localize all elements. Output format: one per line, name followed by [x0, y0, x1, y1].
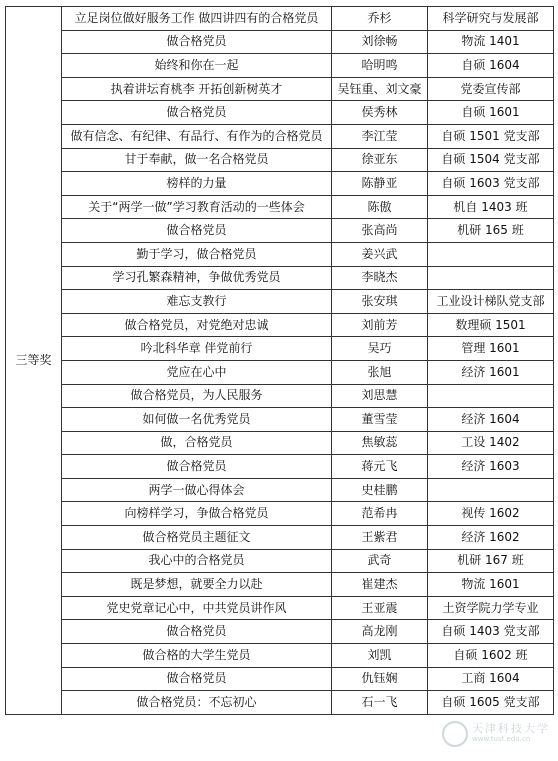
essay-title-cell: 做合格党员，为人民服务	[62, 384, 332, 408]
author-name-cell: 张高尚	[332, 219, 428, 243]
author-name-cell: 石一飞	[332, 691, 428, 715]
author-name-cell: 范希冉	[332, 502, 428, 526]
department-cell: 管理 1601	[428, 337, 554, 361]
table-row	[6, 337, 554, 361]
author-name-cell: 张安琪	[332, 290, 428, 314]
author-name-cell: 李晓杰	[332, 266, 428, 290]
author-name-cell: 董雪莹	[332, 408, 428, 432]
table-row	[6, 502, 554, 526]
department-cell: 视传 1602	[428, 502, 554, 526]
department-cell: 科学研究与发展部	[428, 7, 554, 31]
essay-title-cell: 难忘支教行	[62, 290, 332, 314]
department-cell: 经济 1601	[428, 360, 554, 384]
essay-title-cell: 执着讲坛育桃李 开拓创新树英才	[62, 77, 332, 101]
table-row	[6, 54, 554, 78]
table-row	[6, 360, 554, 384]
table-row	[6, 290, 554, 314]
essay-title-cell: 做合格党员	[62, 620, 332, 644]
table-row	[6, 526, 554, 550]
department-cell: 自硕 1602 班	[428, 644, 554, 668]
table-row	[6, 478, 554, 502]
author-name-cell: 徐亚东	[332, 148, 428, 172]
essay-title-cell: 学习孔繁森精神，争做优秀党员	[62, 266, 332, 290]
essay-title-cell: 做合格党员，对党绝对忠诚	[62, 313, 332, 337]
table-row	[6, 313, 554, 337]
table-row	[6, 384, 554, 408]
department-cell: 自硕 1603 党支部	[428, 172, 554, 196]
department-cell: 机自 1403 班	[428, 195, 554, 219]
award-table	[5, 6, 554, 715]
department-cell: 经济 1602	[428, 526, 554, 550]
author-name-cell: 姜兴武	[332, 242, 428, 266]
table-row	[6, 148, 554, 172]
department-cell	[428, 478, 554, 502]
essay-title-cell: 始终和你在一起	[62, 54, 332, 78]
author-name-cell: 陈静亚	[332, 172, 428, 196]
watermark-seal-icon	[442, 721, 468, 747]
essay-title-cell: 如何做一名优秀党员	[62, 408, 332, 432]
author-name-cell: 武奇	[332, 549, 428, 573]
essay-title-cell: 勤于学习，做合格党员	[62, 242, 332, 266]
essay-title-cell: 榜样的力量	[62, 172, 332, 196]
department-cell: 自硕 1403 党支部	[428, 620, 554, 644]
department-cell: 经济 1603	[428, 455, 554, 479]
essay-title-cell: 党应在心中	[62, 360, 332, 384]
table-row	[6, 172, 554, 196]
essay-title-cell: 做，合格党员	[62, 431, 332, 455]
essay-title-cell: 关于“两学一做”学习教育活动的一些体会	[62, 195, 332, 219]
department-cell: 自硕 1501 党支部	[428, 124, 554, 148]
table-row	[6, 596, 554, 620]
essay-title-cell: 做合格的大学生党员	[62, 644, 332, 668]
department-cell	[428, 266, 554, 290]
department-cell: 数理硕 1501	[428, 313, 554, 337]
department-cell: 党委宣传部	[428, 77, 554, 101]
department-cell: 经济 1604	[428, 408, 554, 432]
author-name-cell: 吴钰重、刘文豪	[332, 77, 428, 101]
table-row	[6, 573, 554, 597]
author-name-cell: 史桂鹏	[332, 478, 428, 502]
author-name-cell: 刘思慧	[332, 384, 428, 408]
table-row	[6, 431, 554, 455]
table-row	[6, 266, 554, 290]
essay-title-cell: 党史党章记心中，中共党员讲作风	[62, 596, 332, 620]
watermark-text: 天津科技大学	[472, 722, 550, 735]
author-name-cell: 哈明鸣	[332, 54, 428, 78]
author-name-cell: 仇钰娴	[332, 667, 428, 691]
department-cell: 自硕 1605 党支部	[428, 691, 554, 715]
essay-title-cell: 做合格党员	[62, 101, 332, 125]
essay-title-cell: 做合格党员	[62, 455, 332, 479]
essay-title-cell: 做合格党员	[62, 667, 332, 691]
author-name-cell: 崔建杰	[332, 573, 428, 597]
essay-title-cell: 做合格党员：不忘初心	[62, 691, 332, 715]
table-row	[6, 408, 554, 432]
essay-title-cell: 既是梦想，就要全力以赴	[62, 573, 332, 597]
department-cell: 自硕 1504 党支部	[428, 148, 554, 172]
department-cell: 工商 1604	[428, 667, 554, 691]
department-cell: 物流 1601	[428, 573, 554, 597]
table-row	[6, 101, 554, 125]
department-cell	[428, 384, 554, 408]
department-cell: 物流 1401	[428, 30, 554, 54]
table-row	[6, 691, 554, 715]
department-cell: 工设 1402	[428, 431, 554, 455]
essay-title-cell: 吟北科华章 伴党前行	[62, 337, 332, 361]
author-name-cell: 吴巧	[332, 337, 428, 361]
essay-title-cell: 做合格党员主题征文	[62, 526, 332, 550]
department-cell: 土资学院力学专业	[428, 596, 554, 620]
table-row	[6, 549, 554, 573]
essay-title-cell: 立足岗位做好服务工作 做四讲四有的合格党员	[62, 7, 332, 31]
author-name-cell: 刘前芳	[332, 313, 428, 337]
author-name-cell: 刘徐畅	[332, 30, 428, 54]
award-table-body	[6, 7, 554, 715]
author-name-cell: 王亚震	[332, 596, 428, 620]
table-row	[6, 667, 554, 691]
department-cell	[428, 242, 554, 266]
author-name-cell: 蒋元飞	[332, 455, 428, 479]
table-row	[6, 7, 554, 31]
table-row	[6, 455, 554, 479]
author-name-cell: 王紫君	[332, 526, 428, 550]
department-cell: 机研 165 班	[428, 219, 554, 243]
essay-title-cell: 向榜样学习，争做合格党员	[62, 502, 332, 526]
table-row	[6, 219, 554, 243]
table-row	[6, 77, 554, 101]
essay-title-cell: 甘于奉献，做一名合格党员	[62, 148, 332, 172]
table-row	[6, 195, 554, 219]
essay-title-cell: 做合格党员	[62, 219, 332, 243]
table-row	[6, 242, 554, 266]
author-name-cell: 李江莹	[332, 124, 428, 148]
author-name-cell: 焦敏蕊	[332, 431, 428, 455]
department-cell: 自硕 1604	[428, 54, 554, 78]
watermark-url: www.tust.edu.cn	[472, 735, 531, 743]
essay-title-cell: 我心中的合格党员	[62, 549, 332, 573]
essay-title-cell: 做合格党员	[62, 30, 332, 54]
essay-title-cell: 两学一做心得体会	[62, 478, 332, 502]
essay-title-cell: 做有信念、有纪律、有品行、有作为的合格党员	[62, 124, 332, 148]
author-name-cell: 乔杉	[332, 7, 428, 31]
award-category-cell: 三等奖	[6, 7, 62, 715]
table-row	[6, 620, 554, 644]
watermark	[442, 721, 550, 747]
table-row	[6, 30, 554, 54]
author-name-cell: 刘凯	[332, 644, 428, 668]
table-row	[6, 644, 554, 668]
table-row	[6, 124, 554, 148]
author-name-cell: 高龙刚	[332, 620, 428, 644]
department-cell: 机研 167 班	[428, 549, 554, 573]
department-cell: 工业设计梯队党支部	[428, 290, 554, 314]
author-name-cell: 侯秀林	[332, 101, 428, 125]
author-name-cell: 陈傲	[332, 195, 428, 219]
department-cell: 自硕 1601	[428, 101, 554, 125]
author-name-cell: 张旭	[332, 360, 428, 384]
